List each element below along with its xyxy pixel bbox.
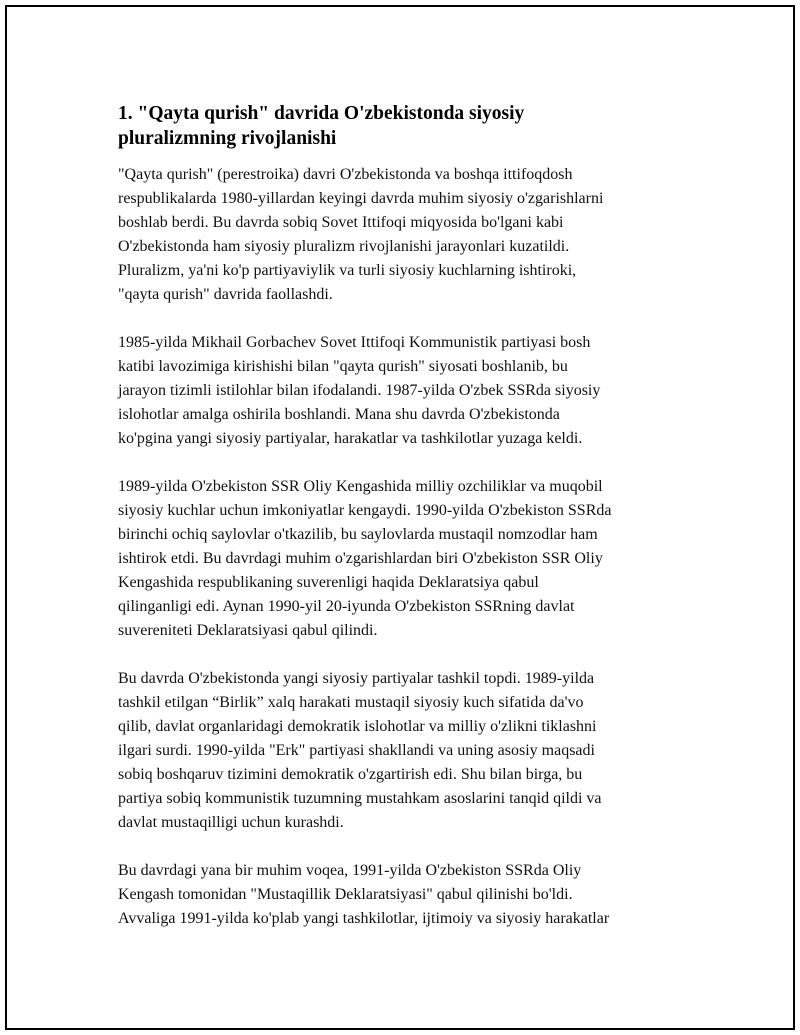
text-line: respublikalarda 1980-yillardan keyingi davrda muhim siyosiy o'zgarishlarni bbox=[118, 190, 604, 207]
text-line: Bu davrda O'zbekistonda yangi siyosiy partiyalar tashkil topdi. 1989-yilda bbox=[118, 670, 595, 687]
title-line: 1. "Qayta qurish" davrida O'zbekistonda siyosiy bbox=[118, 103, 525, 124]
text-line: 1989-yilda O'zbekiston SSR Oliy Kengashida milliy ozchiliklar va muqobil bbox=[118, 478, 603, 495]
text-line: Bu davrdagi yana bir muhim voqea, 1991-yilda O'zbekiston SSRda Oliy bbox=[118, 862, 582, 879]
text-line: qilib, davlat organlaridagi demokratik islohotlar va milliy o'zlikni tiklashni bbox=[118, 718, 597, 735]
text-line: Avvaliga 1991-yilda ko'plab yangi tashkilotlar, ijtimoiy va siyosiy harakatlar bbox=[118, 910, 610, 927]
text-line: 1985-yilda Mikhail Gorbachev Sovet Ittifoqi Kommunistik partiyasi bosh bbox=[118, 334, 591, 351]
page-frame bbox=[5, 5, 795, 1030]
text-line: ishtirok etdi. Bu davrdagi muhim o'zgarishlardan biri O'zbekiston SSR Oliy bbox=[118, 550, 603, 567]
text-line: sobiq boshqaruv tizimini demokratik o'zgartirish edi. Shu bilan birga, bu bbox=[118, 766, 583, 783]
text-line: jarayon tizimli istilohlar bilan ifodalandi. 1987-yilda O'zbek SSRda siyosiy bbox=[118, 382, 601, 399]
text-line: ko'pgina yangi siyosiy partiyalar, harakatlar va tashkilotlar yuzaga keldi. bbox=[118, 430, 583, 447]
text-line: Pluralizm, ya'ni ko'p partiyaviylik va turli siyosiy kuchlarning ishtiroki, bbox=[118, 262, 577, 279]
paragraph-1 bbox=[118, 163, 698, 307]
document-body bbox=[118, 101, 698, 931]
paragraph-3 bbox=[118, 475, 698, 643]
text-line: siyosiy kuchlar uchun imkoniyatlar kengaydi. 1990-yilda O'zbekiston SSRda bbox=[118, 502, 612, 519]
text-line: Kengashida respublikaning suverenligi haqida Deklaratsiya qabul bbox=[118, 574, 539, 591]
text-line: davlat mustaqilligi uchun kurashdi. bbox=[118, 814, 344, 831]
text-line: ilgari surdi. 1990-yilda "Erk" partiyasi shakllandi va uning asosiy maqsadi bbox=[118, 742, 595, 759]
text-line: "Qayta qurish" (perestroika) davri O'zbekistonda va boshqa ittifoqdosh bbox=[118, 166, 573, 183]
paragraph-5 bbox=[118, 859, 698, 931]
text-line: suvereniteti Deklaratsiyasi qabul qilindi. bbox=[118, 622, 378, 639]
text-line: tashkil etilgan “Birlik” xalq harakati mustaqil siyosiy kuch sifatida da'vo bbox=[118, 694, 584, 711]
paragraph-2 bbox=[118, 331, 698, 451]
text-line: O'zbekistonda ham siyosiy pluralizm rivojlanishi jarayonlari kuzatildi. bbox=[118, 238, 570, 255]
text-line: birinchi ochiq saylovlar o'tkazilib, bu saylovlarda mustaqil nomzodlar ham bbox=[118, 526, 598, 543]
title-line: pluralizmning rivojlanishi bbox=[118, 128, 337, 149]
text-line: boshlab berdi. Bu davrda sobiq Sovet Ittifoqi miqyosida bo'lgani kabi bbox=[118, 214, 564, 231]
text-line: partiya sobiq kommunistik tuzumning mustahkam asoslarini tanqid qildi va bbox=[118, 790, 602, 807]
text-line: Kengash tomonidan "Mustaqillik Deklaratsiyasi" qabul qilinishi bo'ldi. bbox=[118, 886, 573, 903]
paragraph-4 bbox=[118, 667, 698, 835]
document-title bbox=[118, 101, 698, 151]
text-line: katibi lavozimiga kirishishi bilan "qayta qurish" siyosati boshlanib, bu bbox=[118, 358, 568, 375]
text-line: "qayta qurish" davrida faollashdi. bbox=[118, 286, 333, 303]
text-line: qilinganligi edi. Aynan 1990-yil 20-iyunda O'zbekiston SSRning davlat bbox=[118, 598, 575, 615]
text-line: islohotlar amalga oshirila boshlandi. Mana shu davrda O'zbekistonda bbox=[118, 406, 560, 423]
